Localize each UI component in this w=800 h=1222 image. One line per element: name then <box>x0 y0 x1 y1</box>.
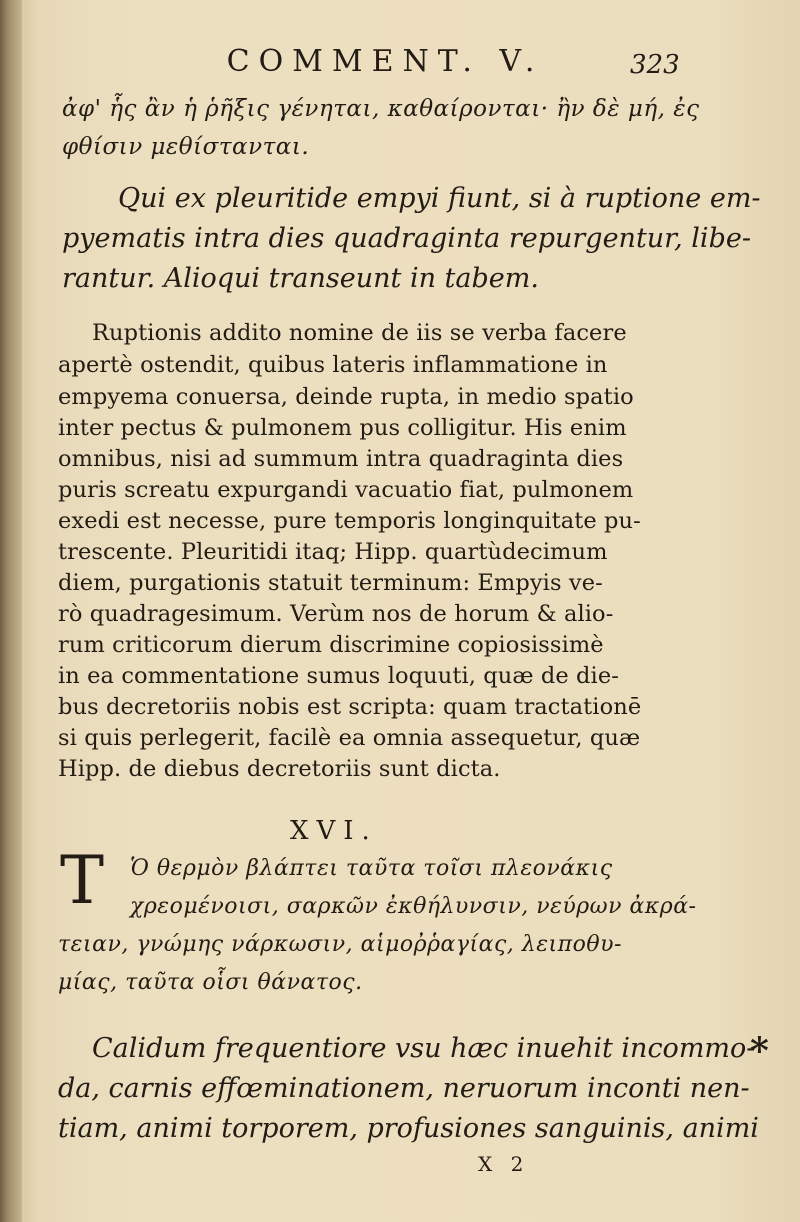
commentary-line: exedi est necesse, pure temporis longinquitate pu- <box>58 508 641 534</box>
book-gutter <box>0 0 22 1222</box>
commentary-line: bus decretoriis nobis est scripta: quam tractationē <box>58 694 642 720</box>
commentary-line: trescente. Pleuritidi itaq; Hipp. quartùdecimum <box>58 539 608 565</box>
aphorism-15-latin-line: Qui ex pleuritide empyi fiunt, si à ruptione em- <box>118 183 761 214</box>
aphorism-15-latin-line: pyematis intra dies quadraginta repurgentur, libe- <box>62 223 751 254</box>
aphorism-16-greek-line: Ὁ θερμὸν βλάπτει ταῦτα τοῖσι πλεονάκις <box>130 856 613 881</box>
running-head: COMMENT. V. <box>226 44 544 79</box>
commentary-line: diem, purgationis statuit terminum: Empyis ve- <box>58 570 603 596</box>
aphorism-16-greek-line: χρεομένοισι, σαρκῶν ἐκθήλυνσιν, νεύρων ἀκρά- <box>130 894 697 919</box>
commentary-line: in ea commentatione sumus loquuti, quæ de die- <box>58 663 619 689</box>
commentary-line: Hipp. de diebus decretoriis sunt dicta. <box>58 756 501 782</box>
marginal-asterisk-mark: * <box>750 1030 769 1072</box>
aphorism-16-greek-line: μίας, ταῦτα οἷσι θάνατος. <box>58 970 363 995</box>
commentary-line: Ruptionis addito nomine de iis se verba facere <box>92 320 627 346</box>
aphorism-16-greek-line: τειαν, γνώμης νάρκωσιν, αἱμοῤῥαγίας, λειποθυ- <box>58 932 622 957</box>
commentary-line: apertè ostendit, quibus lateris inflammatione in <box>58 352 608 378</box>
commentary-line: puris screatu expurgandi vacuatio fiat, pulmonem <box>58 477 634 503</box>
aphorism-15-greek-line: ἀφ' ἧς ἂν ἡ ῥῆξις γένηται, καθαίρονται· ἢν δὲ μή, ἐς <box>62 96 700 122</box>
commentary-line: rum criticorum dierum discrimine copiosissimè <box>58 632 604 658</box>
page-number: 323 <box>630 50 680 80</box>
commentary-line: omnibus, nisi ad summum intra quadraginta dies <box>58 446 624 472</box>
commentary-line: inter pectus & pulmonem pus colligitur. His enim <box>58 415 627 441</box>
commentary-line: si quis perlegerit, facilè ea omnia assequetur, quæ <box>58 725 641 751</box>
signature-mark: X 2 <box>478 1152 530 1176</box>
drop-cap-initial: T <box>60 842 105 919</box>
aphorism-16-latin-line: tiam, animi torporem, profusiones sanguinis, animi <box>58 1113 759 1144</box>
aphorism-16-latin-line: Calidum frequentiore vsu hæc inuehit incommo- <box>92 1033 756 1064</box>
page-header <box>0 44 800 88</box>
aphorism-15-latin-line: rantur. Alioqui transeunt in tabem. <box>62 263 539 294</box>
commentary-line: rò quadragesimum. Verùm nos de horum & alio- <box>58 601 614 627</box>
aphorism-16-latin-line: da, carnis effœminationem, neruorum inconti nen- <box>58 1073 750 1104</box>
aphorism-15-greek-line: φθίσιν μεθίστανται. <box>62 134 310 160</box>
aphorism-16-number: XVI. <box>290 816 378 846</box>
commentary-line: empyema conuersa, deinde rupta, in medio spatio <box>58 384 634 410</box>
